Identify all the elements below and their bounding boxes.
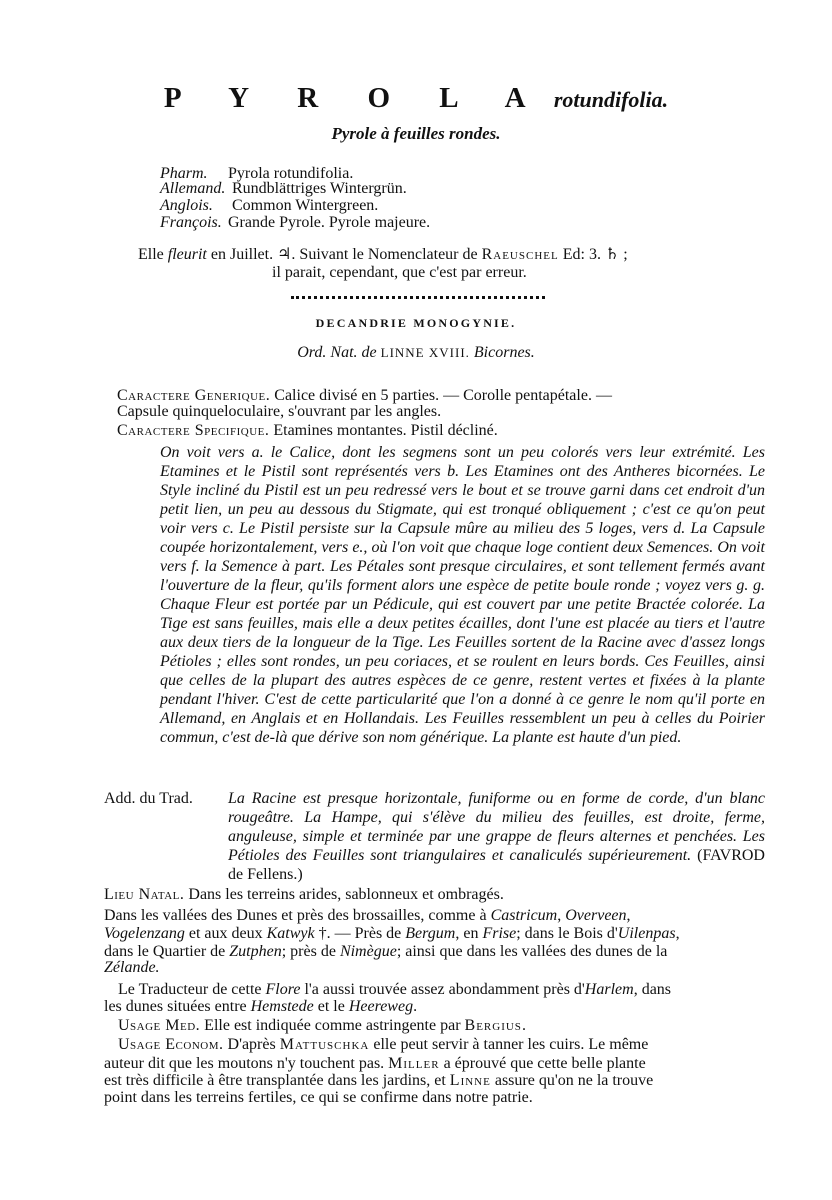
text-run: , dans	[633, 981, 672, 998]
name-value: Rundblättriges Wintergrün.	[232, 180, 407, 197]
text-run: est très difficile à être transplantée dans les jardins, et	[104, 1072, 450, 1089]
name-lang: Pharm.	[160, 165, 208, 182]
text-run: .	[413, 998, 418, 1015]
lieu-natal-line-2	[104, 924, 680, 944]
flowering-line-1	[138, 245, 628, 265]
place-name: Frise	[482, 925, 517, 942]
text-run: fleurit	[167, 246, 207, 263]
place-name: Castricum	[490, 907, 558, 924]
description-paragraph: On voit vers a. le Calice, dont les segmens sont un peu colorés vers leur extrémité. Les Etamines et le Pistil sont représentés vers b. Les Etamines ont des Antheres bicornées. Le Style incliné du Pistil est un peu redressé vers le bout et se trouve garni dans cet endroit d'un petit lien, un peu au dessous du Stigmate, qui est tronqué obliquement ; c'est ce qu'on peut voir vers c. Le Pistil persiste sur la Capsule mûre au milieu des 5 loges, vers d. La Capsule coupée horizontalement, vers e., où l'on voit que chaque loge contient deux Semences. On voit vers f. la Semence à part. Les Pétales sont presque circulaires, et sont tellement fermés avant l'ouverture de la fleur, qu'ils forment alors une espèce de petite boule ronde ; voyez vers g. g. Chaque Fleur est portée par un Pédicule, qui est couvert par une petite Bractée colorée. La Tige est sans feuilles, mais elle a deux petites écailles, dont l'une est placée au tiers et l'autre aux deux tiers de la longueur de la Tige. Les Feuilles sortent de la Racine avec d'assez longs Pétioles ; elles sont rondes, un peu coriaces, et se roulent en leurs bords. Ces Feuilles, ainsi que celles de la plupart des autres espèces de ce genre, restent vertes et fixées à la plante pendant l'hiver. C'est de cette particularité que l'on a donné à ce genre le nom qu'il porte en Allemand, en Anglais et en Hollandais. Les Feuilles ressemblent un peu à celles du Poirier commun, c'est de-là que dérive son nom générique. La plante est haute d'un pied.	[160, 444, 765, 746]
text-run: dans le Quartier de	[104, 943, 230, 960]
text-run: Dans les terreins arides, sablonneux et ombragés.	[184, 886, 504, 903]
caractere-generique-cont: Capsule quinqueloculaire, s'ouvrant par les angles.	[117, 403, 442, 420]
page-title	[0, 82, 832, 115]
text-run: Dans les vallées des Dunes et près des brossailles, comme à	[104, 907, 491, 924]
lieu-natal	[104, 885, 504, 905]
place-name: Zutphen	[229, 943, 282, 960]
addition-paragraph	[228, 789, 765, 884]
linnaean-class: DECANDRIE MONOGYNIE.	[315, 316, 517, 330]
text-run: a éprouvé que cette belle plante	[439, 1055, 646, 1072]
author-name: Bergius	[464, 1017, 522, 1034]
section-label: Caractere Generique.	[117, 387, 271, 404]
text-run: Ed: 3. ♄ ;	[558, 246, 628, 263]
author-name: Miller	[388, 1055, 440, 1072]
text-run: Elle est indiquée comme astringente par	[200, 1017, 465, 1034]
text-run: ,	[626, 907, 631, 924]
traducteur-line-2	[104, 997, 417, 1017]
text-run: assure qu'on ne la trouve	[490, 1072, 654, 1089]
name-value: Common Wintergreen.	[232, 197, 379, 214]
section-label: Lieu Natal.	[104, 886, 185, 903]
text-run: .	[521, 1017, 526, 1034]
section-label: Usage Med.	[118, 1017, 201, 1034]
genus-name: P Y R O L A	[163, 82, 547, 114]
author-name: LINNE XVIII.	[380, 345, 470, 360]
section-label: Usage Econom.	[118, 1036, 224, 1053]
place-name: Nimègue	[339, 943, 397, 960]
place-name: Harlem	[584, 981, 634, 998]
section-label: Caractere Specifique.	[117, 422, 270, 439]
species-name: rotundifolia.	[553, 87, 669, 112]
text-run: Ord. Nat.	[297, 344, 358, 361]
flowering-line-2: il parait, cependant, que c'est par erreur.	[272, 264, 527, 281]
addition-label: Add. du Trad.	[104, 790, 193, 807]
caractere-specifique	[117, 421, 498, 441]
text-run: Etamines montantes. Pistil décliné.	[269, 422, 498, 439]
text-run: †. — Près de	[314, 925, 406, 942]
text-run: elle peut servir à tanner les cuirs. Le même	[369, 1036, 649, 1053]
place-name: Katwyk	[266, 925, 315, 942]
author-name: Linne	[449, 1072, 491, 1089]
name-value: Grande Pyrole. Pyrole majeure.	[228, 214, 431, 231]
name-row-francois	[160, 213, 430, 233]
text-run: les dunes situées entre	[104, 998, 251, 1015]
lieu-natal-line-3	[104, 942, 667, 962]
text-run: , en	[455, 925, 483, 942]
name-lang: Anglois.	[160, 197, 213, 214]
place-name: Bergum	[405, 925, 456, 942]
text-run: et aux deux	[184, 925, 267, 942]
author-name: Raeuschel	[481, 246, 559, 263]
text-run: et le	[313, 998, 349, 1015]
text-run: Flore	[265, 981, 301, 998]
text-run: l'a aussi trouvée assez abondamment près d'	[300, 981, 585, 998]
usage-econom-line-4: point dans les terreins fertiles, ce qui se confirme dans notre patrie.	[104, 1089, 533, 1106]
name-value: Pyrola rotundifolia.	[228, 165, 354, 182]
text-run: ,	[557, 907, 566, 924]
text-run: Elle	[138, 246, 168, 263]
text-run: Le Traducteur de cette	[118, 981, 266, 998]
place-name: Hemstede	[250, 998, 314, 1015]
text-run: ; ainsi que dans les vallées des dunes de la	[396, 943, 668, 960]
text-run: en Juillet. ♃. Suivant le Nomenclateur de	[206, 246, 482, 263]
text-run: ; près de	[281, 943, 340, 960]
text-run: D'après	[223, 1036, 280, 1053]
addition-text: La Racine est presque horizontale, funiforme ou en forme de corde, d'un blanc rougeâtre. La Hampe, qui s'élève du milieu des feuilles, est droite, ferme, anguleuse, simple et terminée par une grappe de fleurs alternes et penchées. Les Pétioles des Feuilles sont triangulaires et canaliculés supérieurement.	[228, 790, 765, 864]
name-lang: François.	[160, 214, 222, 231]
separator-ornament	[291, 296, 545, 299]
addition-attribution: (FAVROD de Fellens.)	[228, 847, 765, 883]
place-name: Vogelenzang	[104, 925, 185, 942]
place-name: Uilenpas	[617, 925, 676, 942]
usage-econom-line-1	[118, 1035, 648, 1055]
place-name: Heereweg	[348, 998, 414, 1015]
author-name: Mattuschka	[279, 1036, 370, 1053]
french-name: Pyrole à feuilles rondes.	[331, 124, 501, 143]
natural-order	[0, 344, 832, 362]
place-name: Overveen	[565, 907, 627, 924]
text-run: Calice divisé en 5 parties. — Corolle pentapétale. —	[270, 387, 612, 404]
lieu-natal-line-4: Zélande.	[104, 959, 160, 976]
text-run: ; dans le Bois d'	[516, 925, 618, 942]
usage-med	[118, 1016, 526, 1036]
name-lang: Allemand.	[160, 180, 226, 197]
text-run: ,	[675, 925, 680, 942]
text-run: de	[357, 344, 381, 361]
text-run: Bicornes.	[469, 344, 535, 361]
text-run: auteur dit que les moutons n'y touchent pas.	[104, 1055, 389, 1072]
lieu-natal-line-1	[104, 906, 631, 926]
